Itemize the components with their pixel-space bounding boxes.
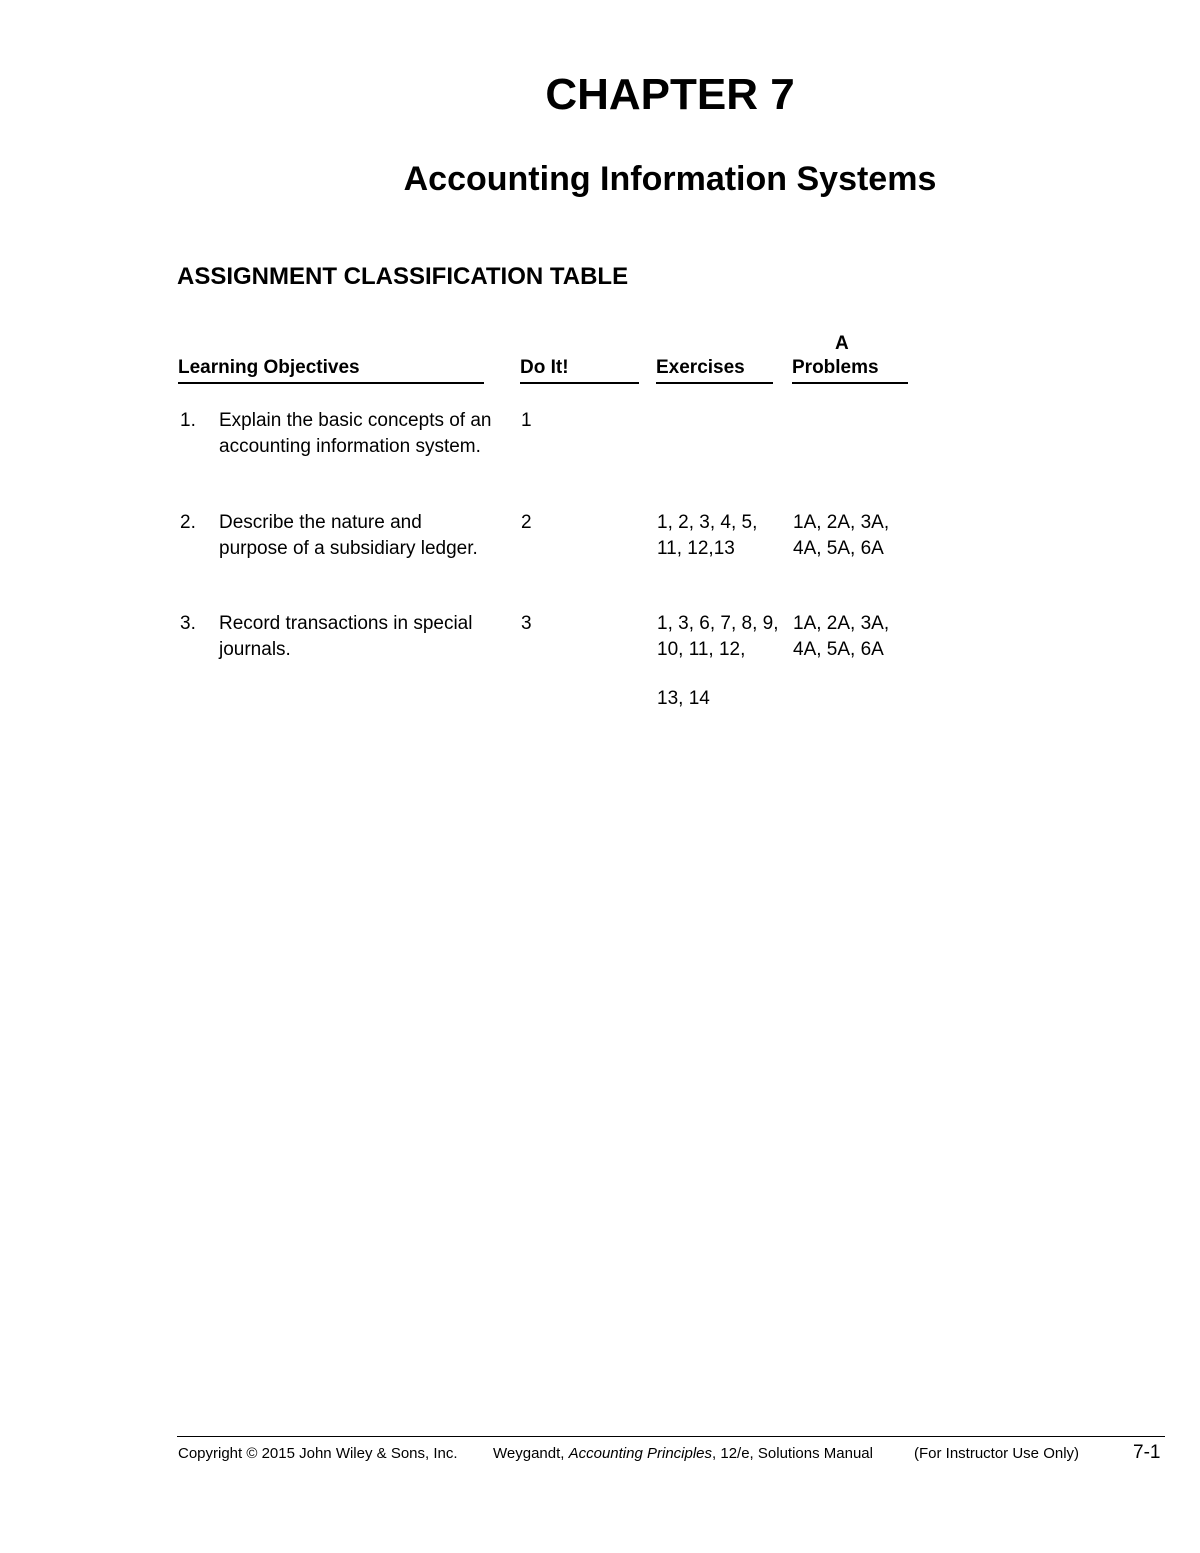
objective-number: 2.	[180, 512, 196, 533]
chapter-subtitle: Accounting Information Systems	[403, 160, 937, 198]
objective-number: 3.	[180, 613, 196, 634]
header-problems-prefix: A	[835, 333, 849, 354]
problems-value: 1A, 2A, 3A, 4A, 5A, 6A	[793, 512, 890, 559]
footer-usage: (For Instructor Use Only)	[914, 1445, 1080, 1462]
objective-text: Explain the basic concepts of an accounting information system.	[219, 410, 492, 457]
chapter-title: CHAPTER 7	[545, 70, 795, 119]
header-exercises: Exercises	[656, 357, 773, 384]
objective-text: Describe the nature and purpose of a subsidiary ledger.	[219, 512, 478, 559]
section-heading: ASSIGNMENT CLASSIFICATION TABLE	[177, 263, 629, 290]
footer-author: Weygandt,	[493, 1445, 565, 1462]
footer-divider	[177, 1436, 1165, 1437]
do-it-value: 3	[521, 613, 532, 634]
header-learning-objectives: Learning Objectives	[178, 357, 484, 384]
footer-edition: , 12/e, Solutions Manual	[712, 1445, 873, 1462]
footer-book-title: Accounting Principles	[568, 1445, 713, 1462]
objective-text: Record transactions in special journals.	[219, 613, 473, 660]
footer-book-info	[493, 1445, 873, 1462]
page-number: 7-1	[1133, 1442, 1161, 1463]
exercises-value: 1, 2, 3, 4, 5, 11, 12,13	[657, 512, 758, 559]
footer-copyright: Copyright © 2015 John Wiley & Sons, Inc.	[178, 1445, 458, 1462]
header-problems: Problems	[792, 357, 908, 384]
do-it-value: 2	[521, 512, 532, 533]
exercises-continuation: 13, 14	[657, 688, 710, 709]
problems-value: 1A, 2A, 3A, 4A, 5A, 6A	[793, 613, 890, 660]
header-do-it: Do It!	[520, 357, 639, 384]
objective-number: 1.	[180, 410, 196, 431]
exercises-value: 1, 3, 6, 7, 8, 9, 10, 11, 12,	[657, 613, 779, 660]
do-it-value: 1	[521, 410, 532, 431]
